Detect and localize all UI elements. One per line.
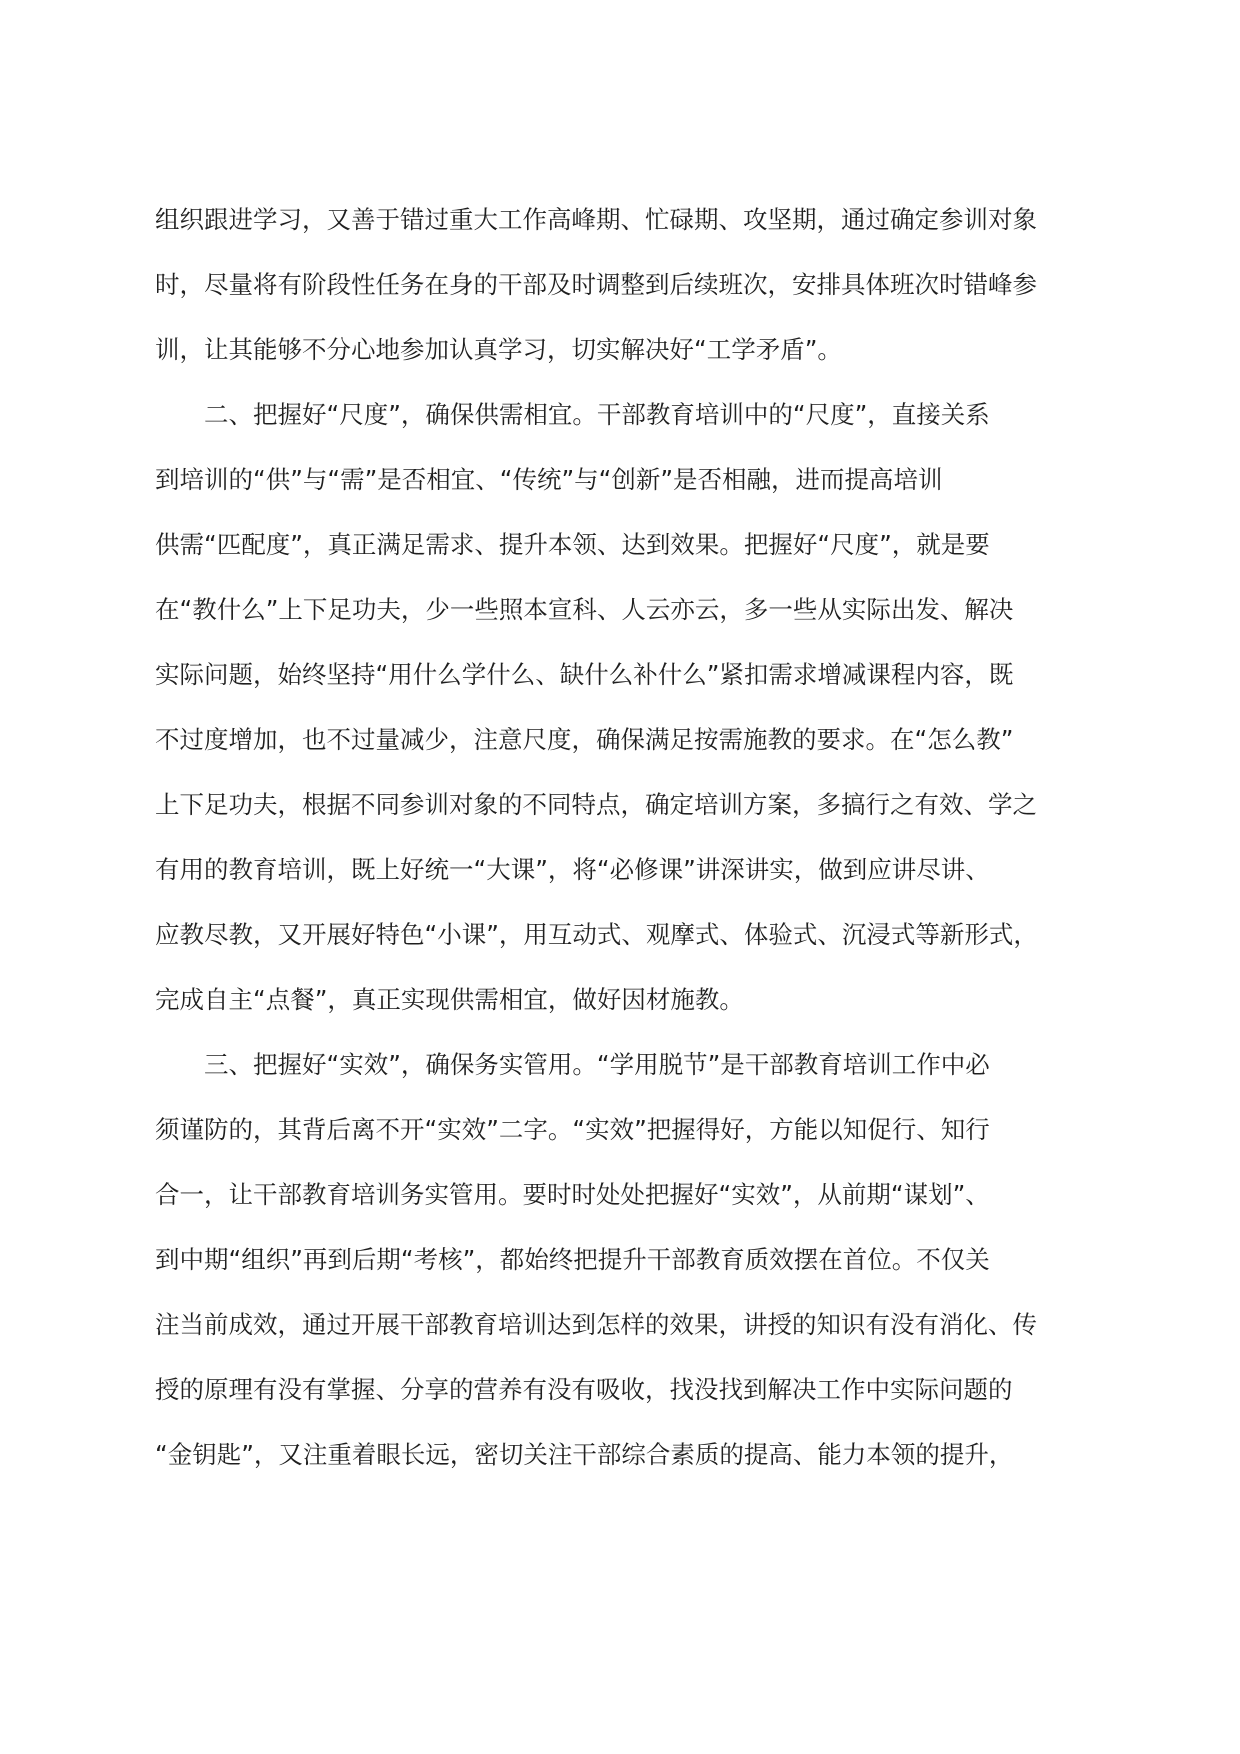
text-line: 到中期“组织”再到后期“考核”，都始终把提升干部教育质效摆在首位。不仅关 bbox=[155, 1245, 990, 1274]
text-line: 组织跟进学习，又善于错过重大工作高峰期、忙碌期、攻坚期，通过确定参训对象 bbox=[155, 205, 1037, 234]
text-line: 合一，让干部教育培训务实管用。要时时处处把握好“实效”，从前期“谋划”、 bbox=[155, 1180, 990, 1209]
text-line: 到培训的“供”与“需”是否相宜、“传统”与“创新”是否相融，进而提高培训 bbox=[155, 465, 943, 494]
text-line: 不过度增加，也不过量减少，注意尺度，确保满足按需施教的要求。在“怎么教” bbox=[155, 725, 1014, 754]
text-line: 须谨防的，其背后离不开“实效”二字。“实效”把握得好，方能以知促行、知行 bbox=[155, 1115, 990, 1144]
text-line: 应教尽教，又开展好特色“小课”，用互动式、观摩式、体验式、沉浸式等新形式， bbox=[155, 920, 1038, 949]
text-line: 实际问题，始终坚持“用什么学什么、缺什么补什么”紧扣需求增减课程内容，既 bbox=[155, 660, 1014, 689]
text-line: 供需“匹配度”，真正满足需求、提升本领、达到效果。把握好“尺度”，就是要 bbox=[155, 530, 990, 559]
text-line: 完成自主“点餐”，真正实现供需相宜，做好因材施教。 bbox=[155, 985, 744, 1014]
text-line: 有用的教育培训，既上好统一“大课”，将“必修课”讲深讲实，做到应讲尽讲、 bbox=[155, 855, 990, 884]
text-line: 授的原理有没有掌握、分享的营养有没有吸收，找没找到解决工作中实际问题的 bbox=[155, 1375, 1013, 1404]
text-line: 在“教什么”上下足功夫，少一些照本宣科、人云亦云，多一些从实际出发、解决 bbox=[155, 595, 1014, 624]
text-line: 训，让其能够不分心地参加认真学习，切实解决好“工学矛盾”。 bbox=[155, 335, 842, 364]
text-line: 注当前成效，通过开展干部教育培训达到怎样的效果，讲授的知识有没有消化、传 bbox=[155, 1310, 1037, 1339]
text-line: 上下足功夫，根据不同参训对象的不同特点，确定培训方案，多搞行之有效、学之 bbox=[155, 790, 1037, 819]
text-line: 二、把握好“尺度”，确保供需相宜。干部教育培训中的“尺度”，直接关系 bbox=[155, 400, 990, 429]
document-body bbox=[155, 187, 1075, 1487]
text-line: 时，尽量将有阶段性任务在身的干部及时调整到后续班次，安排具体班次时错峰参 bbox=[155, 270, 1037, 299]
text-line: 三、把握好“实效”，确保务实管用。“学用脱节”是干部教育培训工作中必 bbox=[155, 1050, 990, 1079]
text-line: “金钥匙”，又注重着眼长远，密切关注干部综合素质的提高、能力本领的提升， bbox=[155, 1440, 1014, 1469]
